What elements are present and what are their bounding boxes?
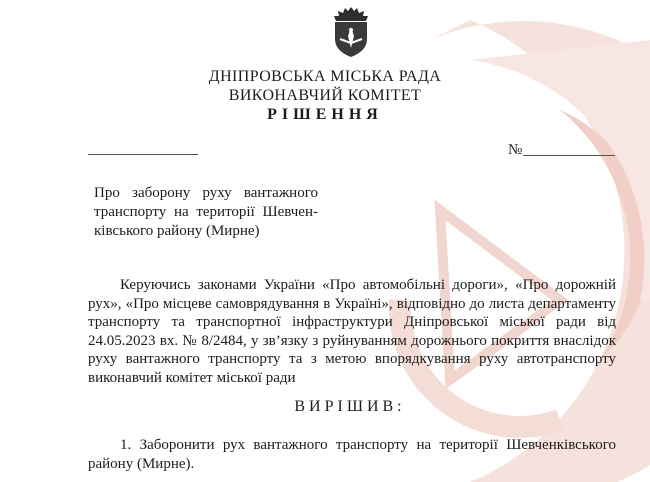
coat-of-arms-icon [330,6,372,58]
date-blank-line [88,154,198,155]
city-council-name: ДНІПРОВСЬКА МІСЬКА РАДА [208,68,442,85]
executive-committee-name: ВИКОНАВЧИЙ КОМІТЕТ [228,87,422,104]
number-blank-line [523,155,615,156]
number-label: № [508,142,523,158]
decision-subject: Про заборону руху вантажного транспорту на території Шевчен-ківського району (Мирне) [94,185,318,239]
document-type-title: РІШЕННЯ [267,106,383,123]
resolution-item: 1. Заборонити рух вантажного транспорту на території Шевченківського району (Мирне). [88,437,616,472]
preamble-paragraph: Керуючись законами України «Про автомобільні дороги», «Про дорожній рух», «Про місцеве самоврядування в Україні», відповідно до листа департаменту транспорту та транспортної інфраструктури Дніпровської міської ради від 24.05.2023 вх. № 8/2484, у зв’язку з руйнуванням дорожнього покриття внаслідок руху вантажного транспорту та з метою впорядкування руху автотранспорту виконавчий комітет міської ради [88,277,616,386]
resolution-heading: ВИРІШИВ: [294,398,406,415]
